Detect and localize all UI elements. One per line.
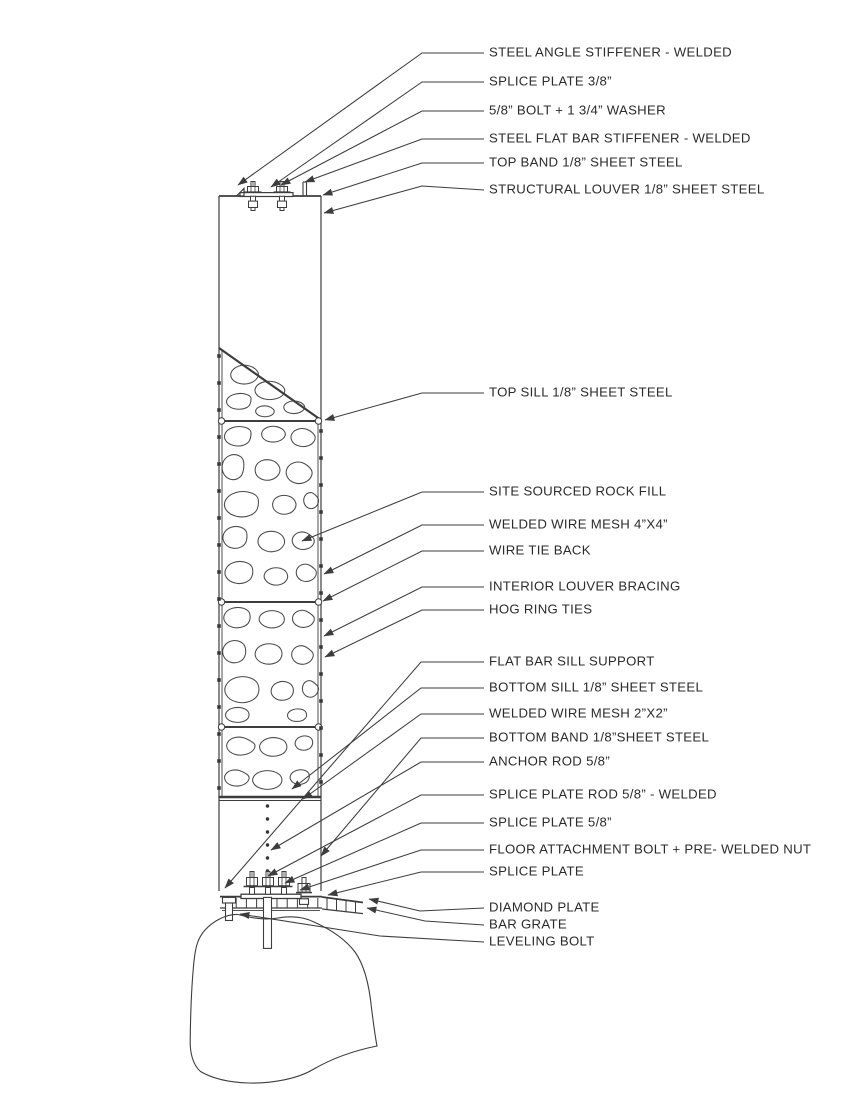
rock xyxy=(225,561,253,583)
callout-label-splice-plate-5-8: SPLICE PLATE 5/8” xyxy=(489,814,612,830)
rock xyxy=(296,564,316,581)
rock xyxy=(224,426,251,446)
callout-label-welded-wire-mesh-2x2: WELDED WIRE MESH 2”X2” xyxy=(489,705,668,721)
callout-label-interior-louver-bracing: INTERIOR LOUVER BRACING xyxy=(489,578,681,594)
leader-top-band xyxy=(323,163,484,195)
leader-structural-louver xyxy=(324,186,484,213)
callout-label-hog-ring-ties: HOG RING TIES xyxy=(489,601,593,617)
leader-wire-tie-back xyxy=(323,551,484,601)
rock xyxy=(223,641,246,663)
callout-label-structural-louver: STRUCTURAL LOUVER 1/8” SHEET STEEL xyxy=(489,181,765,197)
rock xyxy=(222,455,244,480)
callout-label-steel-flat-bar-stiffener: STEEL FLAT BAR STIFFENER - WELDED xyxy=(489,130,751,146)
leader-lines xyxy=(225,53,484,942)
rock xyxy=(256,406,275,417)
leader-top-sill xyxy=(325,393,484,420)
callout-label-splice-plate: SPLICE PLATE xyxy=(489,863,584,879)
callout-labels xyxy=(489,44,811,948)
leader-welded-wire-mesh-4x4 xyxy=(324,525,484,574)
callout-label-floor-attachment-bolt: FLOOR ATTACHMENT BOLT + PRE- WELDED NUT xyxy=(489,841,812,857)
rock xyxy=(225,770,250,786)
callout-label-diamond-plate: DIAMOND PLATE xyxy=(489,899,600,915)
rock xyxy=(224,492,258,517)
rock xyxy=(273,495,296,514)
rock xyxy=(224,607,250,627)
leader-splice-plate xyxy=(328,872,484,895)
rock xyxy=(226,707,250,722)
leader-steel-flat-bar-stiffener xyxy=(305,139,484,182)
leader-steel-angle-stiffener xyxy=(238,53,484,185)
rock xyxy=(260,738,287,757)
callout-label-top-sill: TOP SILL 1/8” SHEET STEEL xyxy=(489,384,673,400)
rock xyxy=(226,393,251,409)
leader-splice-plate-rod xyxy=(268,795,484,876)
callout-label-top-band: TOP BAND 1/8” SHEET STEEL xyxy=(489,154,683,170)
leader-floor-attachment-bolt xyxy=(300,850,484,890)
leader-diamond-plate xyxy=(369,899,484,911)
callout-label-steel-angle-stiffener: STEEL ANGLE STIFFENER - WELDED xyxy=(489,44,732,60)
leader-splice-plate-5-8 xyxy=(285,823,484,883)
leader-bottom-band xyxy=(321,738,484,856)
callout-label-bottom-sill: BOTTOM SILL 1/8” SHEET STEEL xyxy=(489,679,704,695)
rock xyxy=(302,681,318,698)
rock xyxy=(295,736,313,750)
callout-label-site-sourced-rock-fill: SITE SOURCED ROCK FILL xyxy=(489,483,667,499)
ground-profile xyxy=(190,914,377,1083)
rock xyxy=(227,737,255,755)
rock xyxy=(286,462,312,484)
callout-label-welded-wire-mesh-4x4: WELDED WIRE MESH 4”X4” xyxy=(489,516,668,532)
rock xyxy=(292,610,314,627)
callout-label-bottom-band: BOTTOM BAND 1/8”SHEET STEEL xyxy=(489,729,710,745)
callout-label-bar-grate: BAR GRATE xyxy=(489,916,567,932)
rock xyxy=(288,709,307,722)
rock xyxy=(225,677,259,703)
rock xyxy=(264,568,288,585)
callout-label-wire-tie-back: WIRE TIE BACK xyxy=(489,542,591,558)
leader-hog-ring-ties xyxy=(325,610,484,657)
callout-label-anchor-rod: ANCHOR ROD 5/8” xyxy=(489,753,611,769)
callout-label-bolt-washer: 5/8” BOLT + 1 3/4” WASHER xyxy=(489,102,666,118)
rock xyxy=(259,611,284,628)
rock xyxy=(258,531,285,552)
rock xyxy=(255,644,282,664)
rock xyxy=(292,646,314,665)
rock xyxy=(262,426,286,442)
leader-bolt-washer xyxy=(281,111,484,185)
rock xyxy=(253,771,282,790)
callout-label-splice-plate-3-8: SPLICE PLATE 3/8” xyxy=(489,73,612,89)
callout-label-flat-bar-sill-support: FLAT BAR SILL SUPPORT xyxy=(489,653,655,669)
callout-label-splice-plate-rod: SPLICE PLATE ROD 5/8” - WELDED xyxy=(489,786,717,802)
callout-label-leveling-bolt: LEVELING BOLT xyxy=(489,933,595,949)
leader-welded-wire-mesh-2x2 xyxy=(303,714,484,799)
leader-interior-louver-bracing xyxy=(324,587,484,636)
rock-ground-outline xyxy=(190,914,377,1083)
rock xyxy=(223,526,247,548)
rock xyxy=(231,365,259,384)
rock-fill xyxy=(222,365,318,789)
rock xyxy=(304,493,319,509)
leader-site-sourced-rock-fill xyxy=(302,492,484,541)
base-plate-assembly xyxy=(220,872,363,949)
rock xyxy=(255,460,280,481)
rock xyxy=(291,428,315,446)
rock xyxy=(271,681,293,700)
